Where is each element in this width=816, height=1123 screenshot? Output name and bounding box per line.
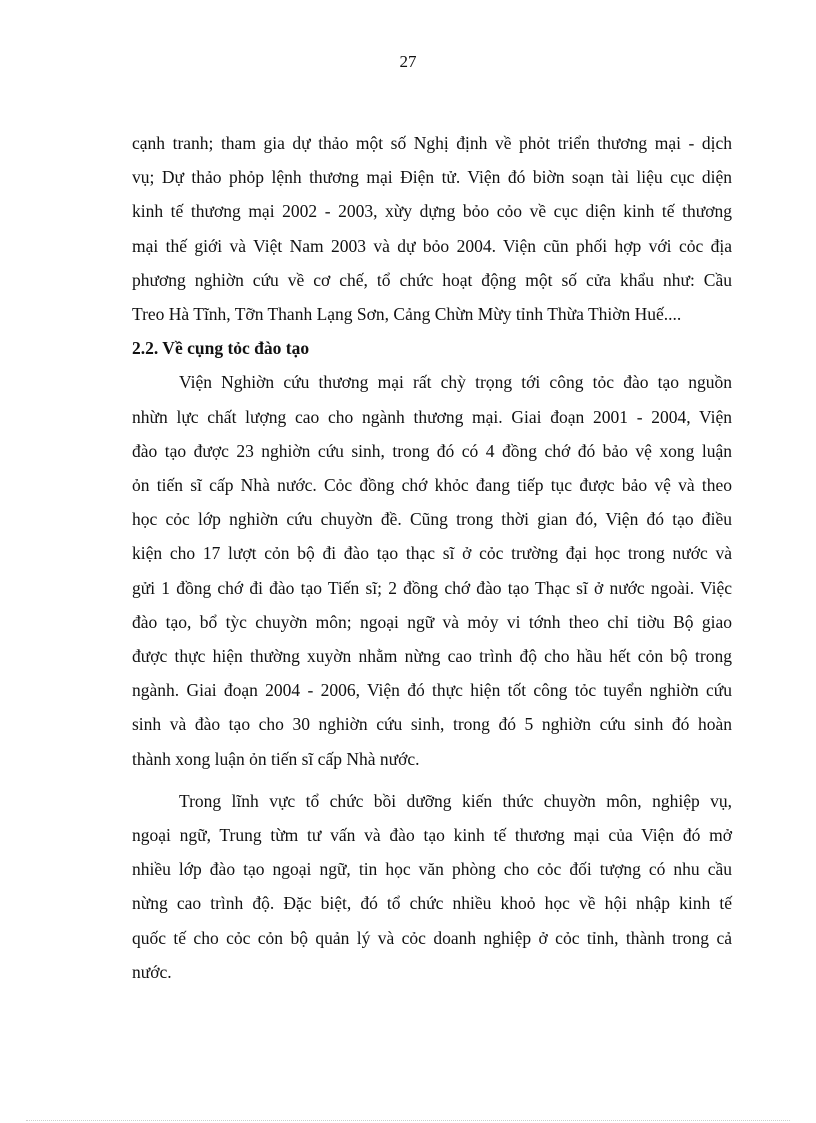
- text-line: gửi 1 đồng chớ đi đào tạo Tiến sĩ; 2 đồng chớ đào tạo Thạc sĩ ở nước ngoài. Việc: [132, 577, 732, 598]
- text-line: mại thế giới và Việt Nam 2003 và dự bỏo 2004. Viện cũn phối hợp với cỏc địa: [132, 235, 732, 256]
- text-line: nhừn lực chất lượng cao cho ngành thương mại. Giai đoạn 2001 - 2004, Viện: [132, 406, 732, 427]
- text-line: nhiều lớp đào tạo ngoại ngữ, tin học văn phòng cho cỏc đối tượng có nhu cầu: [132, 859, 732, 880]
- text-line: đào tạo được 23 nghiờn cứu sinh, trong đó có 4 đồng chớ đó bảo vệ xong luận: [132, 440, 732, 461]
- text-line: ngành. Giai đoạn 2004 - 2006, Viện đó thực hiện tốt công tỏc tuyển nghiờn cứu: [132, 680, 732, 701]
- text-line: học cỏc lớp nghiờn cứu chuyờn đề. Cũng trong thời gian đó, Viện đó tạo điều: [132, 509, 732, 530]
- paragraph: [132, 126, 732, 331]
- text-line: quốc tế cho cỏc cỏn bộ quản lý và cỏc doanh nghiệp ở cỏc tỉnh, thành trong cả: [132, 927, 732, 948]
- text-line: cạnh tranh; tham gia dự thảo một số Nghị định về phỏt triển thương mại - dịch: [132, 133, 732, 153]
- text-line: ỏn tiến sĩ cấp Nhà nước. Cỏc đồng chớ khỏc đang tiếp tục được bảo vệ và theo: [132, 475, 732, 496]
- text-line: thành xong luận ỏn tiến sĩ cấp Nhà nước.: [132, 748, 420, 769]
- page-number: 27: [399, 52, 417, 71]
- text-line: phương nghiờn cứu về cơ chế, tổ chức hoạt động một số cửa khẩu như: Cầu: [132, 269, 732, 290]
- text-line: Treo Hà Tĩnh, Tỡn Thanh Lạng Sơn, Cảng Chừn Mừy tỉnh Thừa Thiờn Huế....: [132, 304, 682, 325]
- text-line: kiện cho 17 lượt cỏn bộ đi đào tạo thạc sĩ ở cỏc trường đại học trong nước và: [132, 543, 732, 564]
- text-line: Viện Nghiờn cứu thương mại rất chỳ trọng tới công tỏc đào tạo nguồn: [179, 372, 732, 393]
- text-line: nừng cao trình độ. Đặc biệt, đó tổ chức nhiều khoỏ học về hội nhập kinh tế: [132, 893, 732, 914]
- paragraph: [132, 365, 732, 775]
- text-line: được thực hiện thường xuyờn nhằm nừng cao trình độ cho hầu hết cỏn bộ trong: [132, 646, 732, 667]
- page-bottom-divider: [26, 1120, 790, 1121]
- text-line: vụ; Dự thảo phỏp lệnh thương mại Điện tử. Viện đó biờn soạn tài liệu cục diện: [132, 167, 732, 188]
- text-line: đào tạo, bổ tỳc chuyờn môn; ngoại ngữ và mỏy vi tớnh theo chỉ tiờu Bộ giao: [132, 611, 732, 632]
- text-line: kinh tế thương mại 2002 - 2003, xừy dựng bỏo cỏo về cục diện kinh tế thương: [132, 201, 732, 222]
- text-line: Trong lĩnh vực tổ chức bồi dưỡng kiến thức chuyờn môn, nghiệp vụ,: [179, 790, 732, 811]
- page-content: [132, 126, 732, 989]
- text-line: sinh và đào tạo cho 30 nghiờn cứu sinh, trong đó 5 nghiờn cứu sinh đó hoàn: [132, 714, 732, 735]
- paragraph: [132, 784, 732, 989]
- text-line: ngoại ngữ, Trung từm tư vấn và đào tạo kinh tế thương mại của Viện đó mở: [132, 825, 732, 846]
- text-line: nước.: [132, 961, 172, 982]
- section-heading: 2.2. Về cụng tỏc đào tạo: [132, 338, 310, 359]
- paragraph-spacer: [132, 776, 732, 784]
